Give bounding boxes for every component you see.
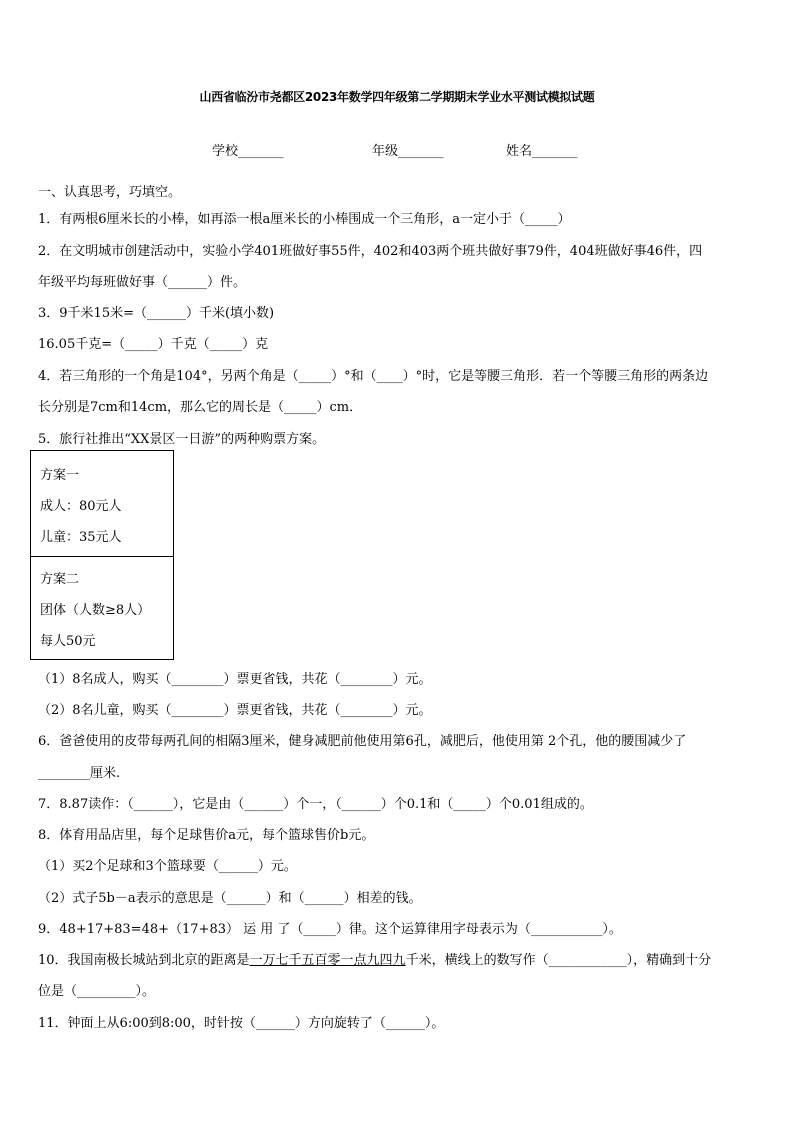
question-4-line-1: 4．若三角形的一个角是104°，另两个角是（_____）°和（____）°时，它是等腰三角形．若一个等腰三角形的两条边	[38, 369, 709, 384]
name-field	[506, 140, 578, 159]
question-10-underlined-number: 一万七千五百零一点九四九	[249, 953, 406, 968]
question-2-line-1: 2．在文明城市创建活动中，实验小学401班做好事55件，402和403两个班共做好事79件，404班做好事46件，四	[38, 244, 703, 259]
grade-blank: _______	[398, 144, 444, 159]
name-blank: _______	[532, 144, 578, 159]
question-4-line-2: 长分别是7cm和14cm，那么它的周长是（_____）cm．	[38, 400, 363, 415]
question-5-part-1: （1）8名成人，购买（________）票更省钱，共花（________）元。	[38, 672, 432, 687]
school-blank: _______	[238, 144, 284, 159]
plan-2-price: 每人50元	[40, 634, 96, 649]
question-11: 11．钟面上从6:00到8:00，时针按（______）方向旋转了（______）。	[38, 1016, 445, 1031]
question-5-part-2: （2）8名儿童，购买（________）票更省钱，共花（________）元。	[38, 703, 432, 718]
question-3-line-1: 3．9千米15米=（______）千米(填小数)	[38, 306, 275, 321]
plan-2-title: 方案二	[40, 572, 80, 587]
ticket-plan-table	[30, 450, 174, 660]
grade-label: 年级	[372, 144, 399, 159]
question-3-line-2: 16.05千克=（_____）千克（_____）克	[38, 337, 269, 352]
plan-1-child: 儿童：35元人	[40, 530, 122, 545]
section-heading: 一、认真思考，巧填空。	[38, 185, 182, 200]
question-10-suffix: 千米，横线上的数写作（____________），精确到十分	[405, 953, 712, 968]
question-7: 7．8.87读作：（______），它是由（______）个一，（______）个0.1和（_____）个0.01组成的。	[38, 797, 593, 812]
question-2-line-2: 年级平均每班做好事（______）件。	[38, 275, 247, 290]
school-field	[212, 140, 284, 159]
question-8: 8．体育用品店里，每个足球售价a元，每个篮球售价b元。	[38, 828, 375, 843]
question-9: 9．48+17+83=48+（17+83） 运 用 了（_____）律。这个运算律用字母表示为（___________）。	[38, 922, 622, 937]
question-6-line-1: 6．爸爸使用的皮带每两孔间的相隔3厘米，健身减肥前他使用第6孔，减肥后，他使用第 2个孔，他的腰围减少了	[38, 734, 687, 749]
question-5: 5．旅行社推出“XX景区一日游”的两种购票方案。	[38, 432, 326, 447]
question-1: 1．有两根6厘米长的小棒，如再添一根a厘米长的小棒围成一个三角形，a一定小于（_____）	[38, 212, 571, 227]
plan-1-adult: 成人：80元人	[40, 499, 122, 514]
plan-divider	[31, 556, 173, 557]
page-title: 山西省临汾市尧都区2023年数学四年级第二学期期末学业水平测试模拟试题	[199, 90, 595, 104]
grade-field	[372, 140, 444, 159]
question-8-part-2: （2）式子5b－a表示的意思是（______）和（______）相差的钱。	[38, 891, 422, 906]
question-10-line-1	[38, 949, 711, 968]
name-label: 姓名	[506, 144, 533, 159]
question-8-part-1: （1）买2个足球和3个篮球要（______）元。	[38, 859, 297, 874]
question-10-line-2: 位是（_________）。	[38, 984, 156, 999]
plan-1-title: 方案一	[40, 468, 80, 483]
question-6-line-2: ________厘米.	[38, 766, 121, 781]
plan-2-group: 团体（人数≥8人）	[40, 603, 151, 618]
school-label: 学校	[212, 144, 239, 159]
question-10-prefix: 10．我国南极长城站到北京的距离是	[38, 953, 250, 968]
